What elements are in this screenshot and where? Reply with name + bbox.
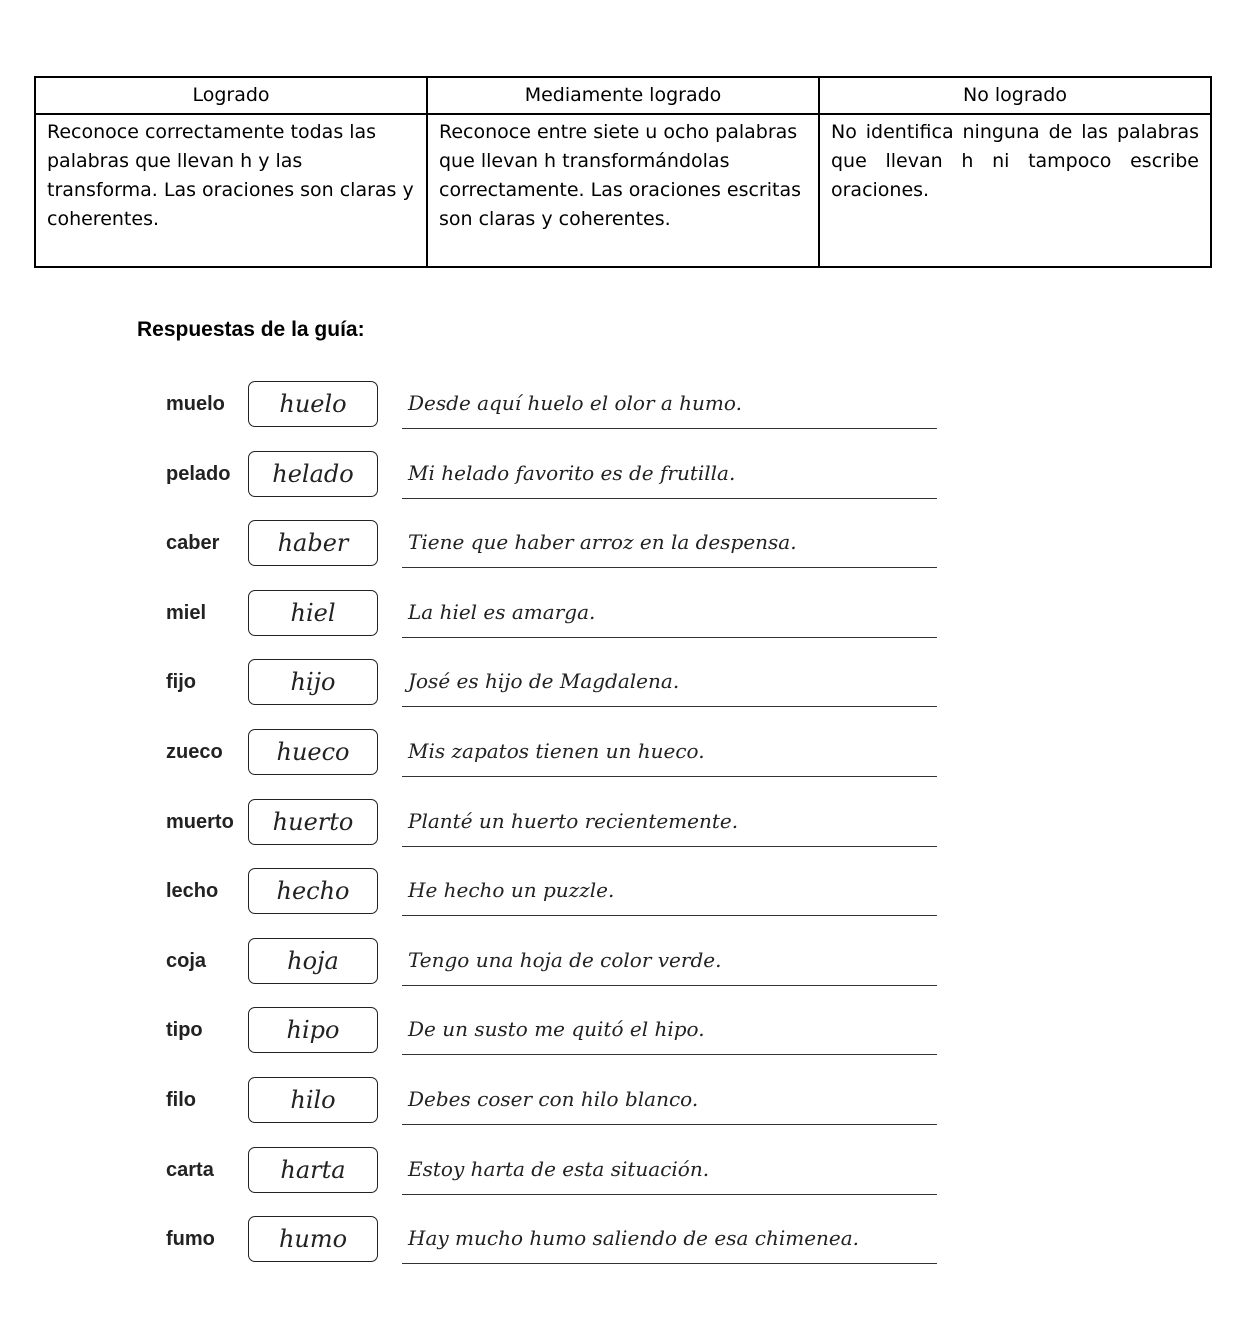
sentence-line [402,567,937,568]
answer-row [0,868,1239,918]
original-word: fumo [166,1228,215,1250]
rubric-header-mediamente-logrado: Mediamente logrado [427,77,819,114]
answer-box: hijo [248,659,378,705]
rubric-header-no-logrado: No logrado [819,77,1211,114]
example-sentence: Tengo una hoja de color verde. [408,948,722,972]
answer-box: helado [248,451,378,497]
example-sentence: La hiel es amarga. [408,600,596,624]
example-sentence: Tiene que haber arroz en la despensa. [408,530,797,554]
example-sentence: Desde aquí huelo el olor a humo. [408,391,742,415]
sentence-line [402,1194,937,1195]
example-sentence: Debes coser con hilo blanco. [408,1087,699,1111]
answer-box: huelo [248,381,378,427]
answer-row [0,451,1239,501]
original-word: tipo [166,1019,203,1041]
example-sentence: Mi helado favorito es de frutilla. [408,461,736,485]
answer-row [0,590,1239,640]
answer-box: hilo [248,1077,378,1123]
original-word: coja [166,950,207,972]
sentence-line [402,1054,937,1055]
answer-box: haber [248,520,378,566]
answer-row [0,938,1239,988]
answer-box: hiel [248,590,378,636]
answer-row [0,799,1239,849]
original-word: miel [166,602,207,624]
sentence-line [402,915,937,916]
example-sentence: Mis zapatos tienen un hueco. [408,739,705,763]
answer-box: hoja [248,938,378,984]
answer-row [0,520,1239,570]
sentence-line [402,1124,937,1125]
example-sentence: De un susto me quitó el hipo. [408,1017,705,1041]
answer-box: humo [248,1216,378,1262]
rubric-cell-no-logrado: No identifica ninguna de las palabras que llevan h ni tampoco escribe oraciones. [819,114,1211,267]
sentence-line [402,846,937,847]
sentence-line [402,776,937,777]
rubric-header-logrado: Logrado [35,77,427,114]
answer-row [0,729,1239,779]
sentence-line [402,637,937,638]
sentence-line [402,498,937,499]
answer-row [0,1147,1239,1197]
rubric-cell-mediamente-logrado: Reconoce entre siete u ocho palabras que llevan h transformándolas correctamente. Las oraciones escritas son claras y coherentes. [427,114,819,267]
example-sentence: Planté un huerto recientemente. [408,809,739,833]
original-word: carta [166,1159,214,1181]
answer-box: hecho [248,868,378,914]
answer-box: huerto [248,799,378,845]
original-word: muerto [166,811,234,833]
sentence-line [402,428,937,429]
original-word: zueco [166,741,223,763]
original-word: filo [166,1089,196,1111]
example-sentence: José es hijo de Magdalena. [408,669,680,693]
example-sentence: Hay mucho humo saliendo de esa chimenea. [408,1226,860,1250]
answer-row [0,381,1239,431]
answer-row [0,1007,1239,1057]
sentence-line [402,1263,937,1264]
answer-box: hueco [248,729,378,775]
answer-row [0,1216,1239,1266]
original-word: muelo [166,393,225,415]
answer-box: harta [248,1147,378,1193]
original-word: pelado [166,463,231,485]
section-title: Respuestas de la guía: [137,318,365,341]
original-word: lecho [166,880,219,902]
sentence-line [402,706,937,707]
original-word: fijo [166,671,196,693]
original-word: caber [166,532,220,554]
rubric-cell-logrado: Reconoce correctamente todas las palabras que llevan h y las transforma. Las oraciones son claras y coherentes. [35,114,427,267]
sentence-line [402,985,937,986]
example-sentence: He hecho un puzzle. [408,878,615,902]
answer-box: hipo [248,1007,378,1053]
answer-row [0,659,1239,709]
answer-row [0,1077,1239,1127]
example-sentence: Estoy harta de esta situación. [408,1157,710,1181]
